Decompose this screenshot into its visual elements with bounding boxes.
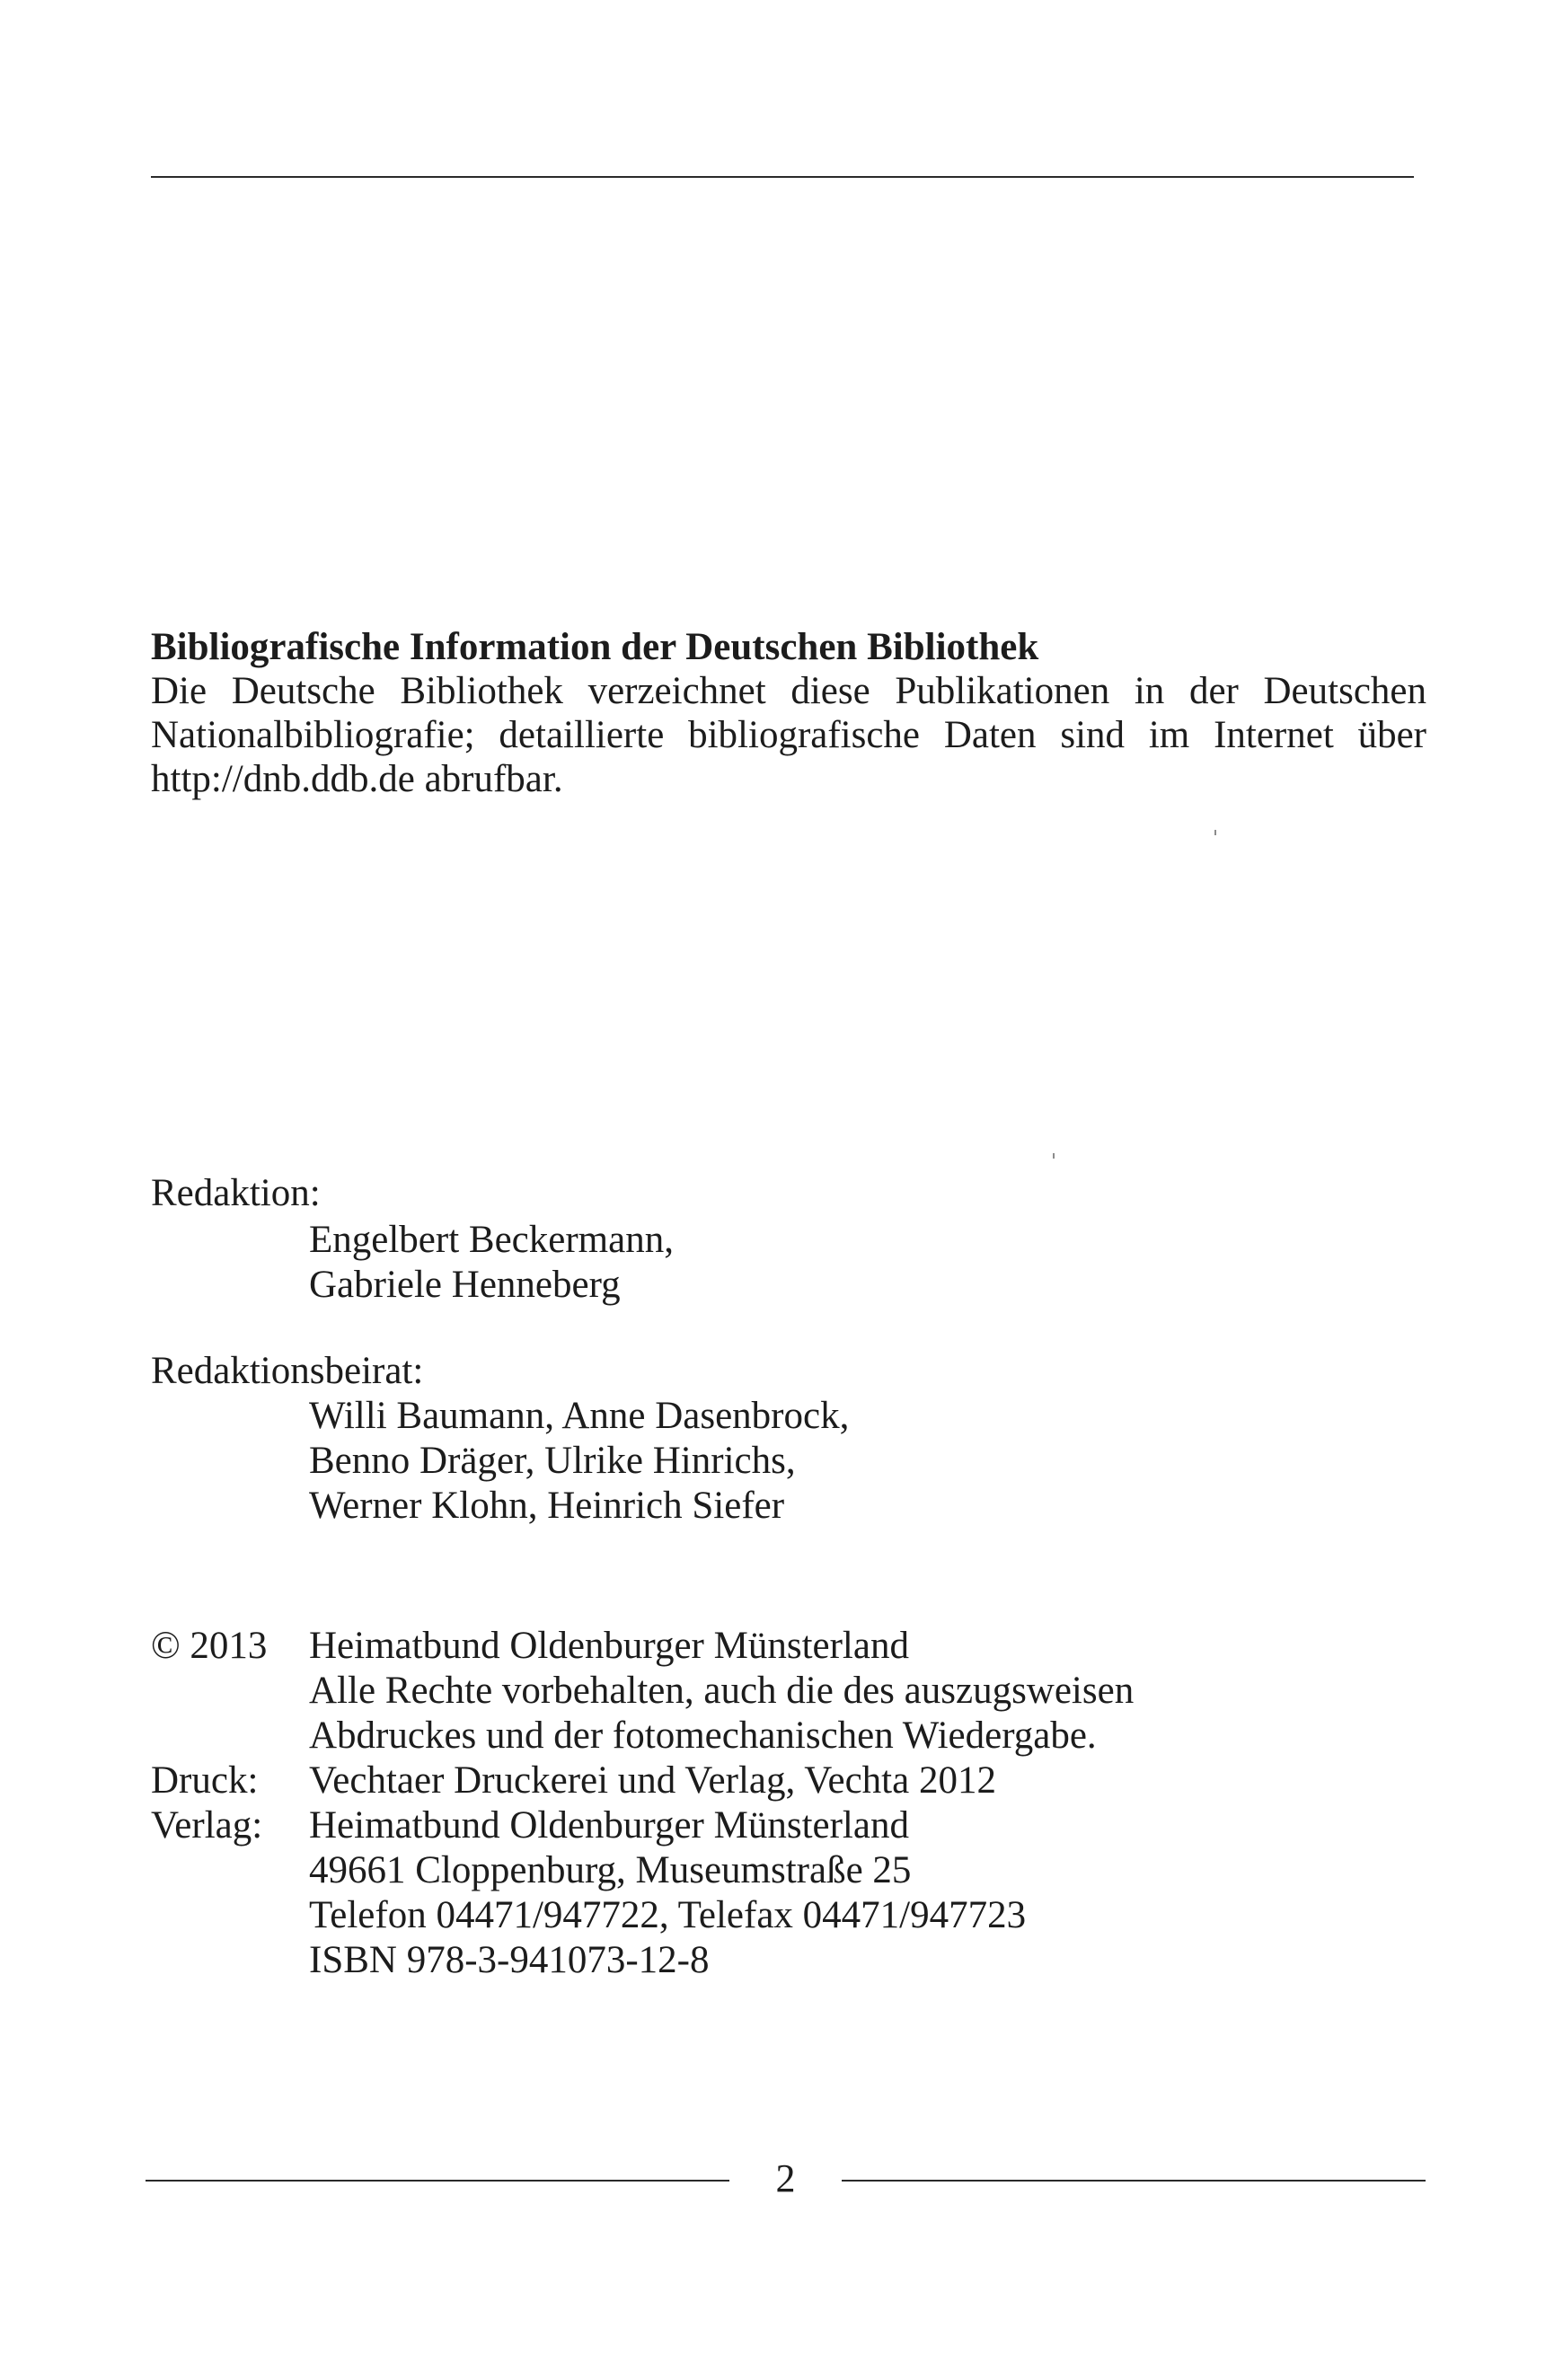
publisher-line: ISBN 978-3-941073-12-8 <box>309 1939 710 1981</box>
publisher-label: Verlag: <box>151 1804 263 1847</box>
advisory-board-name: Werner Klohn, Heinrich Siefer <box>309 1485 785 1527</box>
copyright-label: © 2013 <box>151 1625 268 1667</box>
footer-rule-right <box>842 2180 1426 2182</box>
advisory-board-name: Willi Baumann, Anne Dasenbrock, <box>309 1395 850 1437</box>
publisher-line: Heimatbund Oldenburger Münsterland <box>309 1804 909 1847</box>
editorial-name: Engelbert Beckermann, <box>309 1219 674 1261</box>
advisory-board-label: Redaktionsbeirat: <box>151 1350 424 1392</box>
scan-speck <box>1053 1153 1055 1159</box>
page-number: 2 <box>775 2156 796 2200</box>
footer-rule-left <box>146 2180 729 2182</box>
header-rule <box>151 176 1414 178</box>
bibliographic-title: Bibliografische Information der Deutschen Bibliothek <box>151 626 1039 668</box>
publisher-line: 49661 Cloppenburg, Museumstraße 25 <box>309 1849 912 1891</box>
print-label: Druck: <box>151 1759 259 1802</box>
scan-speck <box>1214 830 1216 835</box>
print-value: Vechtaer Druckerei und Verlag, Vechta 2012 <box>309 1759 996 1802</box>
bibliographic-information <box>151 625 1426 801</box>
editorial-label: Redaktion: <box>151 1172 321 1214</box>
editorial-name: Gabriele Henneberg <box>309 1264 621 1306</box>
copyright-line: Alle Rechte vorbehalten, auch die des auszugsweisen <box>309 1670 1135 1712</box>
publisher-line: Telefon 04471/947722, Telefax 04471/947723 <box>309 1894 1027 1936</box>
copyright-line: Abdruckes und der fotomechanischen Wiedergabe. <box>309 1714 1097 1757</box>
advisory-board-name: Benno Dräger, Ulrike Hinrichs, <box>309 1440 796 1482</box>
copyright-line: Heimatbund Oldenburger Münsterland <box>309 1625 909 1667</box>
bibliographic-text: Die Deutsche Bibliothek verzeichnet diese Publikationen in der Deutschen Nationalbibliografie; detaillierte bibliografische Daten sind im Internet über http://dnb.ddb.de abrufbar. <box>151 670 1426 800</box>
